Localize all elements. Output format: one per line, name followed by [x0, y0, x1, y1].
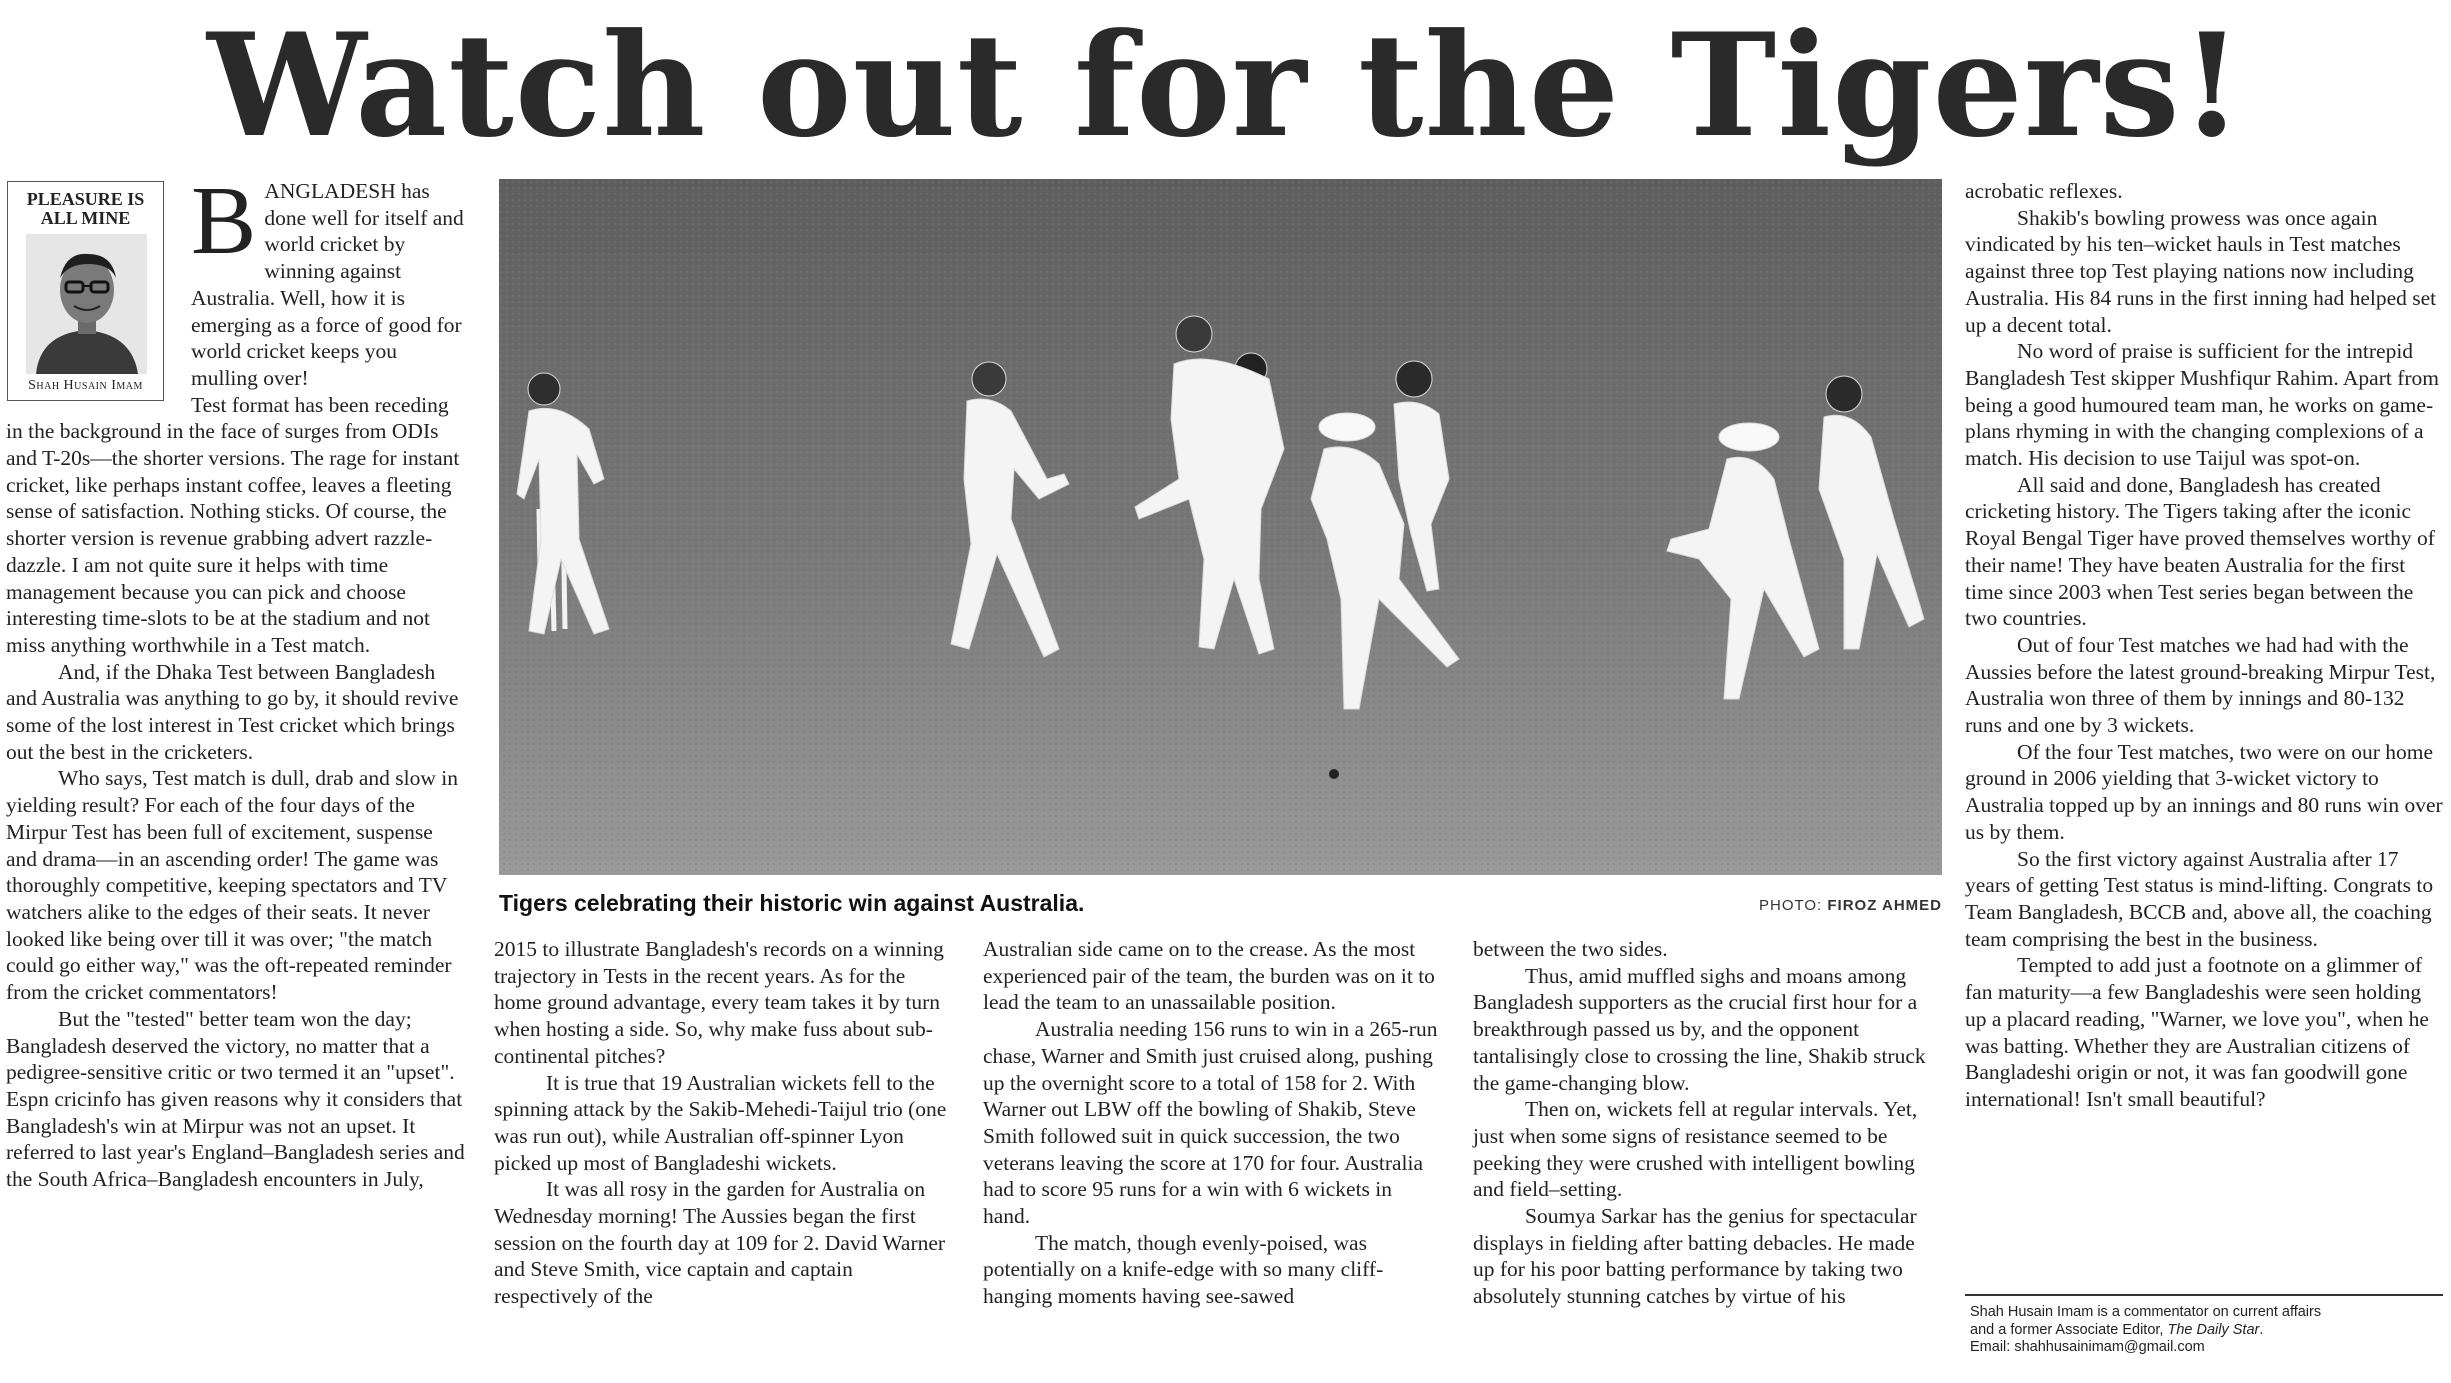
author-note — [1970, 1304, 2440, 1357]
paragraph-5: But the "tested" better team won the day; Bangladesh deserved the victory, no matter that a pedigree-sensitive critic or two termed it an "upset". Espn cricinfo has given reasons why it considers that Bangladesh's win at Mirpur was not an upset. It referred to last year's England–Bangladesh series and the South Africa–Bangladesh encounters in July, — [6, 1006, 465, 1192]
article-end-rule — [1965, 1294, 2443, 1296]
paragraph-12: Soumya Sarkar has the genius for spectacular displays in fielding after batting debacles. He made up for his poor batting performance by taking two absolutely stunning catches by virtue of his — [1473, 1204, 1917, 1309]
paragraph-7-continued: Australian side came on to the crease. As the most experienced pair of the team, the burden was on it to lead the team to an unassailable position. — [983, 937, 1435, 1015]
article-column-3 — [983, 936, 1443, 1310]
article-column-1 — [6, 167, 468, 1193]
columnist-name: Shah Husain Imam — [28, 378, 143, 393]
paragraph-19: Tempted to add just a footnote on a glimmer of fan maturity—a few Bangladeshis were seen holding up a placard reading, "Warner, we love you", when he was batting. Whether they are Australian citizens of Bangladeshi origin or not, it was fan goodwill gone international! Isn't small beautiful? — [1965, 953, 2429, 1111]
paragraph-13: Shakib's bowling prowess was once again vindicated by his ten–wicket hauls in Test matches against three top Test playing nations now including Australia. His 84 runs in the first inning had helped set up a decent total. — [1965, 205, 2437, 337]
publication-name: The Daily Star — [2167, 1321, 2260, 1338]
paragraph-15: All said and done, Bangladesh has created cricketing history. The Tigers taking after the iconic Royal Bengal Tiger have proved themselves worthy of their name! They have beaten Australia for the first time since 2003 when Test series began between the two countries. — [1965, 472, 2435, 631]
paragraph-14: No word of praise is sufficient for the intrepid Bangladesh Test skipper Mushfiqur Rahim. Apart from being a good humoured team man, he works on game-plans rhyming in with the changing complexions of a match. His decision to use Taijul was spot-on. — [1965, 339, 2440, 471]
paragraph-8: Australia needing 156 runs to win in a 265-run chase, Warner and Smith just cruised along, pushing up the overnight score to a total of 158 for 2. With Warner out LBW off the bowling of Shakib, Steve Smith followed suit in quick succession, the two veterans leaving the score at 170 for four. Australia had to score 95 runs for a win with 6 wickets in hand. — [983, 1017, 1438, 1229]
paragraph-9: The match, though evenly-poised, was potentially on a knife-edge with so many cliff-hanging moments having see-sawed — [983, 1230, 1384, 1309]
author-note-line2: and a former Associate Editor, The Daily Star. — [1970, 1321, 2264, 1338]
author-note-line1: Shah Husain Imam is a commentator on current affairs — [1970, 1304, 2322, 1320]
lead-paragraph — [191, 167, 468, 392]
article-column-5 — [1965, 178, 2443, 1113]
paragraph-17: Of the four Test matches, two were on our home ground in 2006 yielding that 3-wicket victory to Australia topped up by an innings and 80 runs win over us by them. — [1965, 739, 2443, 844]
paragraph-1: ANGLADESH has done well for itself and world cricket by winning against Australia. Well, how it is emerging as a force of good for world cricket keeps you mulling over! — [191, 179, 464, 390]
photo-credit: PHOTO: FIROZ AHMED — [1758, 897, 1942, 914]
paragraph-11: Then on, wickets fell at regular intervals. Yet, just when some signs of resistance seemed to be peeking they were crushed with intelligent bowling and field–setting. — [1473, 1097, 1918, 1202]
author-email: Email: shahhusainimam@gmail.com — [1970, 1339, 2205, 1355]
paragraph-16: Out of four Test matches we had had with the Aussies before the latest ground-breaking Mirpur Test, Australia won three of them by innings and 80-132 runs and one by 3 wickets. — [1965, 632, 2436, 738]
drop-cap: B — [191, 167, 257, 275]
paragraph-7: It was all rosy in the garden for Australia on Wednesday morning! The Aussies began the first session on the fourth day at 109 for 2. David Warner and Steve Smith, vice captain and captain respectively of the — [494, 1177, 946, 1309]
article-column-2 — [494, 936, 954, 1310]
paragraph-5-continued: 2015 to illustrate Bangladesh's records on a winning trajectory in Tests in the recent years. As for the home ground advantage, every team takes it by turn when hosting a side. So, why make fuss about sub-continental pitches? — [494, 937, 944, 1068]
column-title-line2: ALL MINE — [40, 208, 131, 228]
paragraph-9-continued: between the two sides. — [1473, 937, 1668, 961]
paragraph-3: And, if the Dhaka Test between Bangladesh and Australia was anything to go by, it should revive some of the lost interest in Test cricket which brings out the best in the cricketers. — [6, 659, 459, 764]
paragraph-4: Who says, Test match is dull, drab and slow in yielding result? For each of the four days of the Mirpur Test has been full of excitement, suspense and drama—in an ascending order! The game was thoroughly competitive, keeping spectators and TV watchers alike to the edges of their seats. It never looked like being over till it was over; "the match could go either way," was the oft-repeated reminder from the cricket commentators! — [6, 766, 458, 1005]
paragraph-2: Test format has been receding in the background in the face of surges from ODIs and T-20s—the shorter versions. The rage for instant cricket, like perhaps instant coffee, leaves a fleeting sense of satisfaction. Nothing sticks. Of course, the shorter version is revenue grabbing advert razzle-dazzle. I am not quite sure it helps with time management because you can pick and choose interesting time-slots to be at the stadium and not miss anything worthwhile in a Test match. — [6, 392, 460, 657]
cricket-celebration-image — [499, 179, 1942, 875]
paragraph-18: So the first victory against Australia after 17 years of getting Test status is mind-lifting. Congrats to Team Bangladesh, BCCB and, above all, the coaching team comprising the best in the business. — [1965, 846, 2434, 951]
column-title-line1: PLEASURE IS — [26, 189, 145, 209]
photo-caption: Tigers celebrating their historic win against Australia. — [499, 890, 1085, 916]
paragraph-10: Thus, amid muffled sighs and moans among Bangladesh supporters as the crucial first hour for a breakthrough passed us by, and the opponent tantalisingly close to crossing the line, Shakib struck the game-changing blow. — [1473, 963, 1926, 1095]
headline: Watch out for the Tigers! — [207, 3, 2244, 169]
photo-caption-bar — [499, 890, 1942, 917]
article-column-4 — [1473, 936, 1933, 1310]
news-photo — [499, 179, 1942, 875]
paragraph-12-continued: acrobatic reflexes. — [1965, 179, 2123, 203]
paragraph-6: It is true that 19 Australian wickets fell to the spinning attack by the Sakib-Mehedi-Taijul trio (one was run out), while Australian off-spinner Lyon picked up most of Bangladeshi wickets. — [494, 1070, 947, 1175]
